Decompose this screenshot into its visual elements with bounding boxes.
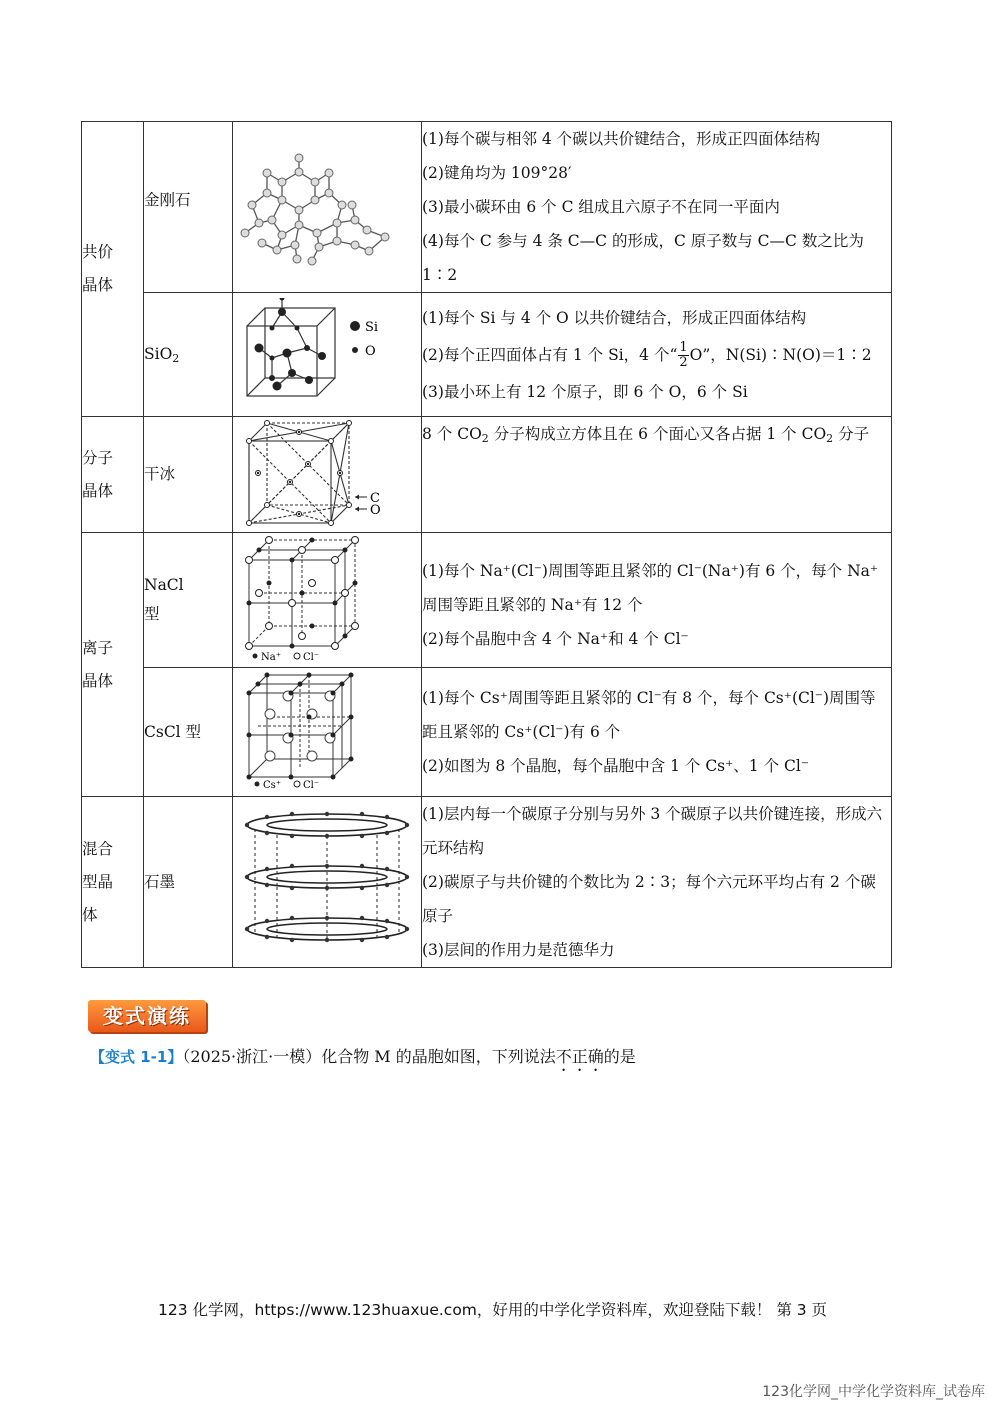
table-row bbox=[82, 293, 892, 417]
sio2-structure-figure bbox=[233, 293, 422, 417]
question-tail: 的是 bbox=[603, 1047, 636, 1066]
table-row bbox=[82, 122, 892, 293]
crystal-types-table bbox=[81, 121, 892, 968]
svg-text:C: C bbox=[370, 490, 380, 506]
question-text: （2025·浙江·一模）化合物 M 的晶胞如图，下列说法 bbox=[182, 1047, 556, 1066]
table-row bbox=[82, 417, 892, 533]
description-line: (2)每个晶胞中含 4 个 Na⁺和 4 个 Cl⁻ bbox=[422, 630, 689, 648]
description-line: (1)每个 Cs⁺周围等距且紧邻的 Cl⁻有 8 个，每个 Cs⁺(Cl⁻)周围等距且紧邻的 Cs⁺(Cl⁻)有 6 个 bbox=[422, 689, 876, 741]
description-cell bbox=[422, 293, 892, 417]
substance-cell: 金刚石 bbox=[144, 122, 233, 293]
description-cell bbox=[422, 668, 892, 797]
section-banner-label: 变式演练 bbox=[103, 1004, 191, 1028]
svg-text:Na⁺: Na⁺ bbox=[261, 651, 281, 661]
description-line: (1)每个 Na⁺(Cl⁻)周围等距且紧邻的 Cl⁻(Na⁺)有 6 个，每个 Na⁺周围等距且紧邻的 Na⁺有 12 个 bbox=[422, 562, 879, 614]
watermark: 123化学网_中学化学资料库_试卷库 bbox=[762, 1384, 985, 1400]
svg-text:Cl⁻: Cl⁻ bbox=[303, 780, 320, 789]
description-line: 8 个 $CO_2$ 分子构成立方体且在 6 个面心又各占据 1 个 $CO_2$ 分子 bbox=[422, 425, 870, 445]
fraction: $\frac{1}{2}$ bbox=[679, 340, 688, 370]
description-line: (2)碳原子与共价键的个数比为 2∶3；每个六元环平均占有 2 个碳原子 bbox=[422, 873, 876, 925]
category-cell: 共价晶体 bbox=[82, 122, 144, 417]
page-footer: 123 化学网，https://www.123huaxue.com，好用的中学化学资料库，欢迎登陆下载！ 第 3 页 bbox=[158, 1301, 828, 1319]
substance-cell: SiO$_2$ bbox=[144, 293, 233, 417]
category-cell: 分子晶体 bbox=[82, 417, 144, 533]
svg-text:Cs⁺: Cs⁺ bbox=[263, 780, 282, 789]
table-row bbox=[82, 668, 892, 797]
table-row bbox=[82, 533, 892, 668]
svg-text:Cl⁻: Cl⁻ bbox=[303, 651, 320, 661]
nacl-structure-figure bbox=[233, 533, 422, 668]
graphite-structure-figure bbox=[233, 797, 422, 968]
substance-cell: CsCl 型 bbox=[144, 668, 233, 797]
diamond-structure-figure bbox=[233, 122, 422, 293]
svg-text:O: O bbox=[365, 343, 376, 359]
description-cell bbox=[422, 533, 892, 668]
description-line: (1)每个 Si 与 4 个 O 以共价键结合，形成正四面体结构 bbox=[422, 308, 807, 327]
description-line: (1)每个碳与相邻 4 个碳以共价键结合，形成正四面体结构 bbox=[422, 130, 821, 148]
svg-text:O: O bbox=[370, 502, 381, 518]
category-cell: 混合型晶体 bbox=[82, 797, 144, 968]
description-cell bbox=[422, 122, 892, 293]
description-cell bbox=[422, 797, 892, 968]
description-line: (2)键角均为 109°28′ bbox=[422, 164, 572, 182]
description-line: (3)最小碳环由 6 个 C 组成且六原子不在同一平面内 bbox=[422, 198, 780, 216]
dry-ice-structure-figure bbox=[233, 417, 422, 533]
question-tag: 【变式 1-1】 bbox=[90, 1048, 183, 1066]
substance-cell: 石墨 bbox=[144, 797, 233, 968]
description-line: (1)层内每一个碳原子分别与另外 3 个碳原子以共价键连接，形成六元环结构 bbox=[422, 805, 883, 857]
cscl-structure-figure bbox=[233, 668, 422, 797]
category-cell: 离子晶体 bbox=[82, 533, 144, 797]
question-emphasis: 不正确 bbox=[555, 1047, 604, 1066]
description-line: (2)如图为 8 个晶胞，每个晶胞中含 1 个 Cs⁺、1 个 Cl⁻ bbox=[422, 757, 810, 775]
description-line: (2)每个正四面体占有 1 个 Si，4 个“ $\frac{1}{2}$ O”，N(Si)∶N(O)＝1∶2 bbox=[422, 340, 872, 370]
description-line: (4)每个 C 参与 4 条 C—C 的形成，C 原子数与 C—C 数之比为 1∶2 bbox=[422, 232, 864, 284]
question-stem bbox=[90, 1044, 636, 1075]
description-line: (3)层间的作用力是范德华力 bbox=[422, 941, 615, 959]
description-cell bbox=[422, 417, 892, 533]
substance-cell: NaCl 型 bbox=[144, 533, 233, 668]
table-row bbox=[82, 797, 892, 968]
description-line: (3)最小环上有 12 个原子，即 6 个 O，6 个 Si bbox=[422, 382, 748, 401]
section-banner bbox=[88, 1000, 206, 1032]
substance-cell: 干冰 bbox=[144, 417, 233, 533]
svg-text:Si: Si bbox=[365, 319, 379, 335]
